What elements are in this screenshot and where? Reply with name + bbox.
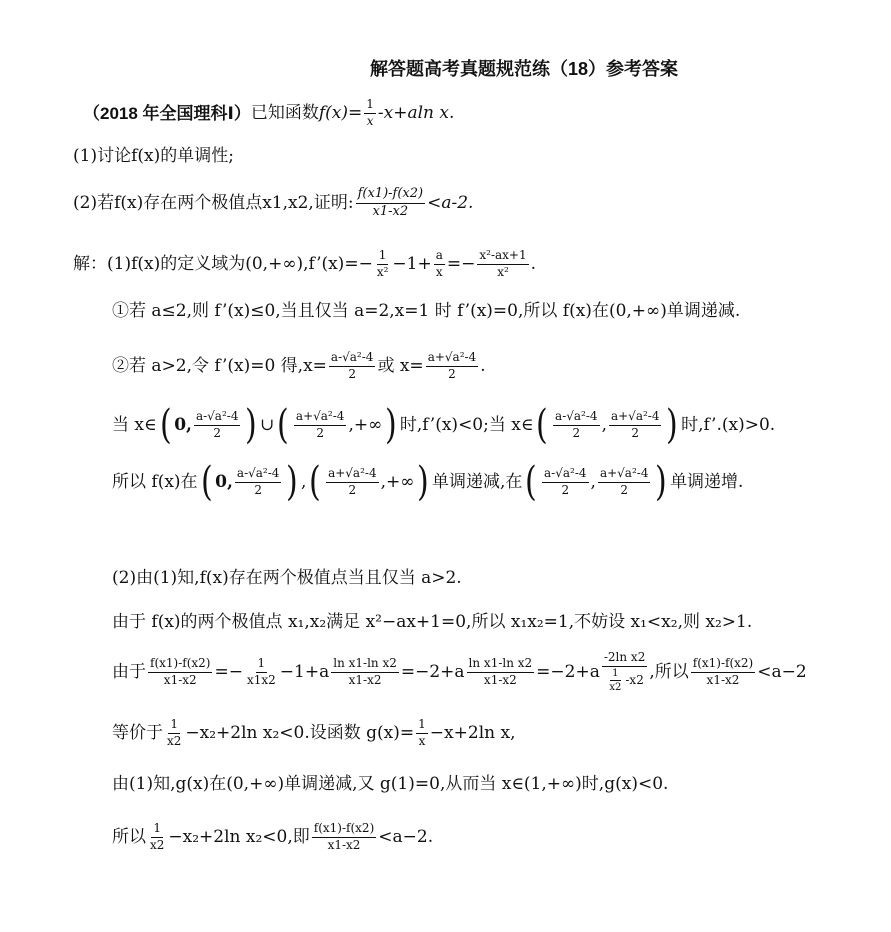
right-paren: ): [245, 402, 258, 448]
fraction: $\frac{a}{x}$: [435, 248, 443, 279]
fraction: $\frac{\text{ln x1-ln x2}}{x1-x2}$: [468, 656, 533, 687]
solution-part2-line-4: 等价于 $\frac{1}{x2}$ −x₂+2ln x₂<0.设函数 g(x)= $\frac{1}{x}$ −x+2ln x,: [112, 717, 516, 748]
right-paren: ): [666, 402, 679, 448]
fraction: $\frac{\text{a-√a²-4}}{2}$: [236, 466, 280, 497]
problem-statement: [83, 97, 455, 128]
fraction: $\frac{1}{x}$: [418, 717, 426, 748]
solution-part2-line-1: (2)由(1)知,f(x)存在两个极值点当且仅当 a>2.: [112, 568, 462, 588]
function-name: f(x)=: [318, 102, 363, 123]
fraction: $\frac{f(x1)-f(x2)}{x1-x2}$: [150, 656, 211, 687]
fraction: $\frac{\text{a+√a²-4}}{2}$: [295, 409, 345, 440]
left-paren: (: [277, 402, 289, 448]
solution-part2-line-2: 由于 f(x)的两个极值点 x₁,x₂满足 x²−ax+1=0,所以 x₁x₂=1,不妨设 x₁<x₂,则 x₂>1.: [112, 612, 753, 632]
solution-line-2: ①若 a≤2,则 f’(x)≤0,当且仅当 a=2,x=1 时 f’(x)=0,所以 f(x)在(0,+∞)单调递减.: [112, 301, 741, 321]
fraction: $\frac{\text{a-√a²-4}}{2}$: [330, 350, 374, 381]
fraction: $\frac{1}{x1x2}$: [246, 656, 276, 687]
left-paren: (: [200, 459, 213, 505]
solution-line-3: ②若 a>2,令 f’(x)=0 得,x= $\frac{\text{a-√a²-4}}{2}$ 或 x= $\frac{\text{a+√a²-4}}{2}$ .: [112, 350, 486, 381]
fraction: $\frac{\text{a-√a²-4}}{2}$: [544, 466, 587, 497]
question-1: (1)讨论f(x)的单调性;: [73, 146, 234, 166]
right-paren: ): [385, 402, 397, 448]
fraction: $\frac{\text{a+√a²-4}}{2}$: [427, 350, 477, 381]
question-2: (2)若f(x)存在两个极值点x1,x2,证明: $\frac{f(x1)-f(x2)}{x1-x2}$ <a-2.: [73, 186, 474, 219]
complex-fraction: -2ln x2 $\frac{1}{x2}$ -x2: [603, 650, 646, 693]
fraction: $\frac{1}{x2}$: [150, 821, 165, 852]
fraction: $\frac{1}{x2}$: [167, 717, 182, 748]
right-paren: ): [655, 459, 668, 505]
left-paren: (: [536, 402, 549, 448]
function-fraction: $\frac{1}{x}$: [366, 97, 374, 128]
problem-stem-prefix: 已知函数: [250, 102, 319, 123]
fraction: $\frac{f(x1)-f(x2)}{x1-x2}$: [313, 821, 375, 852]
fraction: $\frac{\text{a-√a²-4}}{2}$: [555, 409, 598, 440]
fraction: $\frac{\text{ln x1-ln x2}}{x1-x2}$: [333, 656, 397, 687]
document-title: 解答题高考真题规范练（18）参考答案: [370, 59, 679, 79]
q2-fraction: $\frac{f(x1)-f(x2)}{x1-x2}$: [357, 186, 424, 219]
left-paren: (: [309, 459, 322, 505]
fraction: $\frac{\text{x²-ax+1}}{\text{x²}}$: [479, 248, 527, 279]
right-paren: ): [286, 459, 299, 505]
solution-part2-line-6: 所以 $\frac{1}{x2}$ −x₂+2ln x₂<0,即 $\frac{f(x1)-f(x2)}{x1-x2}$ <a−2.: [112, 821, 434, 852]
solution-line-5: 所以 f(x)在 ( 0, $\frac{\text{a-√a²-4}}{2}$ ) , ( $\frac{\text{a+√a²-4}}{2}$ ,+∞ ) 单调递减,在 ( $\frac{\text{a-√a²-4}}{2}$ , $\frac{\text{a+√a²-4}}{2}$ ) 单调递增.: [112, 459, 744, 505]
fraction: $\frac{f(x1)-f(x2)}{x1-x2}$: [692, 656, 754, 687]
problem-source: （2018 年全国理科Ⅰ）: [83, 103, 251, 123]
fraction: $\frac{1}{\text{x²}}$: [376, 248, 389, 279]
fraction: $\frac{\text{a+√a²-4}}{2}$: [328, 466, 377, 497]
fraction: $\frac{\text{a-√a²-4}}{2}$: [195, 409, 239, 440]
solution-line-1: 解：(1)f(x)的定义域为(0,+∞),f’(x)=− $\frac{1}{\text{x²}}$ −1+ $\frac{a}{x}$ =− $\frac{\text{x²-ax+1}}{\text{x²}}$ .: [73, 248, 537, 279]
left-paren: (: [159, 402, 172, 448]
solution-line-4: 当 x∈ ( 0, $\frac{\text{a-√a²-4}}{2}$ ) ∪ ( $\frac{\text{a+√a²-4}}{2}$ ,+∞ ) 时,f’(x)<0;当 x∈ ( $\frac{\text{a-√a²-4}}{2}$ , $\frac{\text{a+√a²-4}}{2}$ ) 时,f’.(x)>0.: [112, 402, 776, 448]
function-rest: -x+aln x.: [377, 102, 455, 123]
solution-part2-line-3: 由于 $\frac{f(x1)-f(x2)}{x1-x2}$ =− $\frac{1}{x1x2}$ −1+a $\frac{\text{ln x1-ln x2}}{x1-x2}$ =−2+a $\frac{\text{ln x1-ln x2}}{x1-x2}$ =−2+a -2ln x2 $\frac{1}{x2}$ -x2 ,所以 $\frac{f(x1)-f(x2)}{x1-x2}$ <a−2: [112, 650, 807, 693]
right-paren: ): [417, 459, 430, 505]
solution-part2-line-5: 由(1)知,g(x)在(0,+∞)单调递减,又 g(1)=0,从而当 x∈(1,+∞)时,g(x)<0.: [112, 774, 669, 794]
fraction: $\frac{\text{a+√a²-4}}{2}$: [599, 466, 649, 497]
fraction: $\frac{\text{a+√a²-4}}{2}$: [610, 409, 660, 440]
left-paren: (: [525, 459, 538, 505]
